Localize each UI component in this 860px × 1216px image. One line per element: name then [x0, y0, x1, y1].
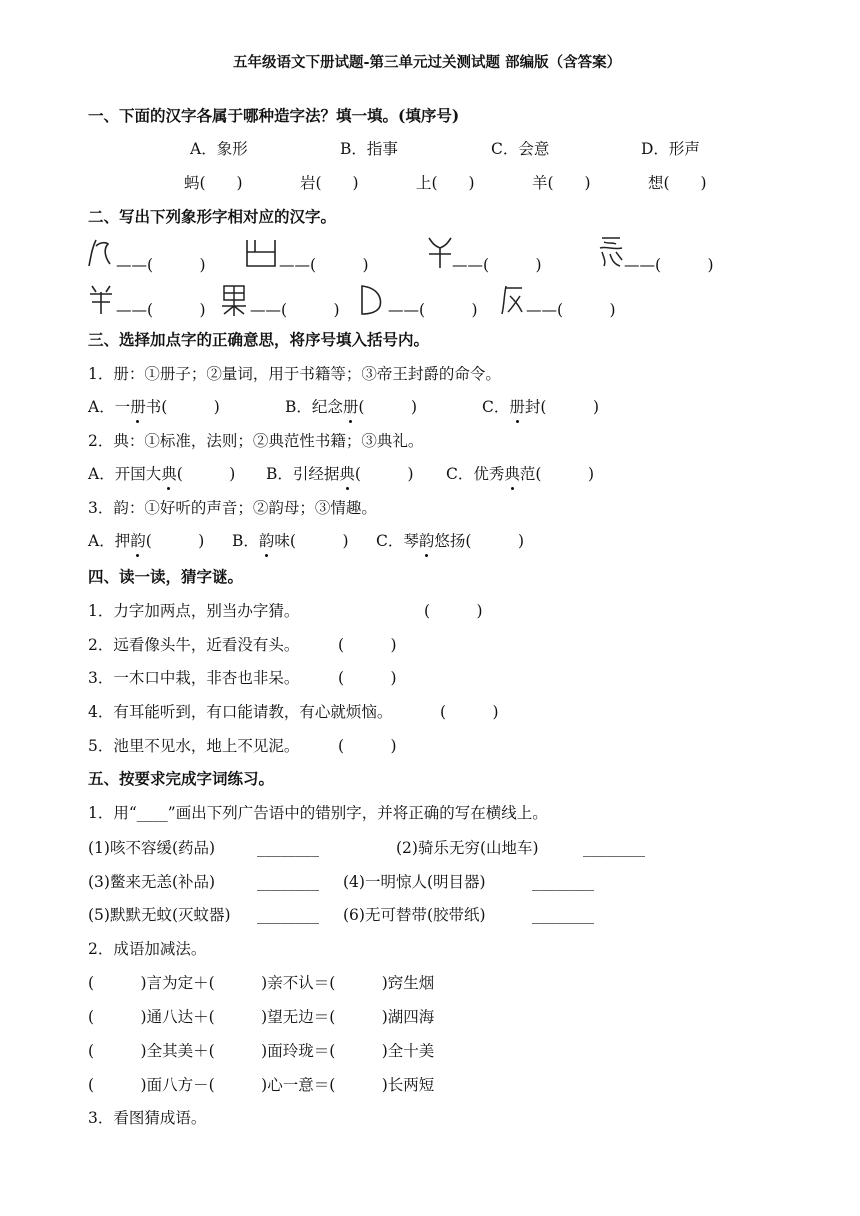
q2-definition: 2．典：①标准，法则；②典范性书籍；③典礼。 — [88, 432, 424, 450]
ad-5-line[interactable]: ________ — [257, 906, 319, 924]
option-b: B．指事 — [340, 140, 398, 158]
q2-option-c[interactable]: C．优秀典范( ) — [446, 465, 594, 483]
option-d: D．形声 — [641, 140, 700, 158]
riddle-4: 4．有耳能听到，有口能请教，有心就烦恼。 — [88, 703, 393, 721]
ad-6-line[interactable]: ________ — [532, 906, 594, 924]
ancient-char-8-icon — [498, 282, 528, 318]
ad-4-line[interactable]: ________ — [532, 873, 594, 891]
glyph-blank-1[interactable]: ——( ) — [116, 256, 206, 274]
s5-q2-instruction: 2．成语加减法。 — [88, 940, 207, 958]
q2-option-a[interactable]: A．开国大典( ) — [88, 465, 236, 483]
glyph-blank-8[interactable]: ——( ) — [526, 301, 616, 319]
ad-1-line[interactable]: ________ — [257, 839, 319, 857]
ad-2-line[interactable]: ________ — [583, 839, 645, 857]
riddle-2-blank[interactable]: ( ) — [338, 636, 397, 654]
option-a: A．象形 — [190, 140, 248, 158]
riddle-3-blank[interactable]: ( ) — [338, 669, 397, 687]
section-5-heading: 五、按要求完成字词练习。 — [88, 769, 275, 788]
riddle-5: 5．池里不见水，地上不见泥。 — [88, 737, 300, 755]
ad-3: (3)鳖来无恙(补品) — [88, 873, 216, 891]
ad-1: (1)咳不容缓(药品) — [88, 839, 216, 857]
q2-option-b[interactable]: B．引经据典( ) — [266, 465, 414, 483]
idiom-row-1[interactable]: ( )言为定＋( )亲不认＝( )窍生烟 — [88, 974, 435, 992]
idiom-row-2[interactable]: ( )通八达＋( )望无边＝( )湖四海 — [88, 1008, 435, 1026]
glyph-blank-4[interactable]: ——( ) — [624, 256, 714, 274]
ad-4: (4)一明惊人(明目器) — [343, 873, 486, 891]
ancient-char-1-icon — [86, 236, 116, 272]
riddle-2: 2．远看像头牛，近看没有头。 — [88, 636, 300, 654]
ancient-char-5-icon — [86, 282, 116, 318]
riddle-1: 1．力字加两点，别当办字猜。 — [88, 602, 300, 620]
ad-6: (6)无可替带(胶带纸) — [343, 906, 486, 924]
riddle-3: 3．一木口中栽，非杏也非呆。 — [88, 669, 300, 687]
q3-option-a[interactable]: A．押韵( ) — [88, 532, 205, 550]
q3-option-c[interactable]: C．琴韵悠扬( ) — [376, 532, 524, 550]
char-blank-1[interactable]: 蚂( ) — [184, 174, 243, 192]
riddle-4-blank[interactable]: ( ) — [440, 703, 499, 721]
s5-q1-instruction: 1．用“____”画出下列广告语中的错别字，并将正确的写在横线上。 — [88, 804, 548, 822]
ancient-char-2-icon — [243, 236, 279, 272]
glyph-blank-2[interactable]: ——( ) — [279, 256, 369, 274]
section-4-heading: 四、读一读，猜字谜。 — [88, 567, 244, 586]
ad-5: (5)默默无蚊(灭蚊器) — [88, 906, 231, 924]
section-2-heading: 二、写出下列象形字相对应的汉字。 — [88, 207, 337, 226]
glyph-blank-7[interactable]: ——( ) — [388, 301, 478, 319]
q3-definition: 3．韵：①好听的声音；②韵母；③情趣。 — [88, 499, 377, 517]
q1-option-a[interactable]: A．一册书( ) — [88, 398, 220, 416]
char-blank-3[interactable]: 上( ) — [416, 174, 475, 192]
riddle-5-blank[interactable]: ( ) — [338, 737, 397, 755]
glyph-blank-3[interactable]: ——( ) — [452, 256, 542, 274]
q1-option-c[interactable]: C．册封( ) — [482, 398, 599, 416]
ancient-char-4-icon — [596, 234, 626, 272]
s5-q3-instruction: 3．看图猜成语。 — [88, 1109, 207, 1127]
riddle-1-blank[interactable]: ( ) — [424, 602, 483, 620]
section-1-heading: 一、下面的汉字各属于哪种造字法？填一填。(填序号) — [88, 106, 460, 125]
ad-3-line[interactable]: ________ — [257, 873, 319, 891]
page-title: 五年级语文下册试题-第三单元过关测试题 部编版（含答案） — [233, 54, 622, 71]
ancient-char-6-icon — [218, 282, 250, 318]
q1-definition: 1．册：①册子；②量词，用于书籍等；③帝王封爵的命令。 — [88, 365, 501, 383]
q1-option-b[interactable]: B．纪念册( ) — [285, 398, 418, 416]
glyph-blank-6[interactable]: ——( ) — [250, 301, 340, 319]
ad-2: (2)骑乐无穷(山地车) — [396, 839, 539, 857]
char-blank-2[interactable]: 岩( ) — [300, 174, 359, 192]
ancient-char-7-icon — [356, 282, 388, 318]
q3-option-b[interactable]: B．韵味( ) — [232, 532, 349, 550]
idiom-row-4[interactable]: ( )面八方－( )心一意＝( )长两短 — [88, 1076, 435, 1094]
idiom-row-3[interactable]: ( )全其美＋( )面玲珑＝( )全十美 — [88, 1042, 435, 1060]
char-blank-4[interactable]: 羊( ) — [532, 174, 591, 192]
glyph-blank-5[interactable]: ——( ) — [116, 301, 206, 319]
char-blank-5[interactable]: 想( ) — [648, 174, 707, 192]
section-3-heading: 三、选择加点字的正确意思，将序号填入括号内。 — [88, 330, 430, 349]
option-c: C．会意 — [491, 140, 550, 158]
